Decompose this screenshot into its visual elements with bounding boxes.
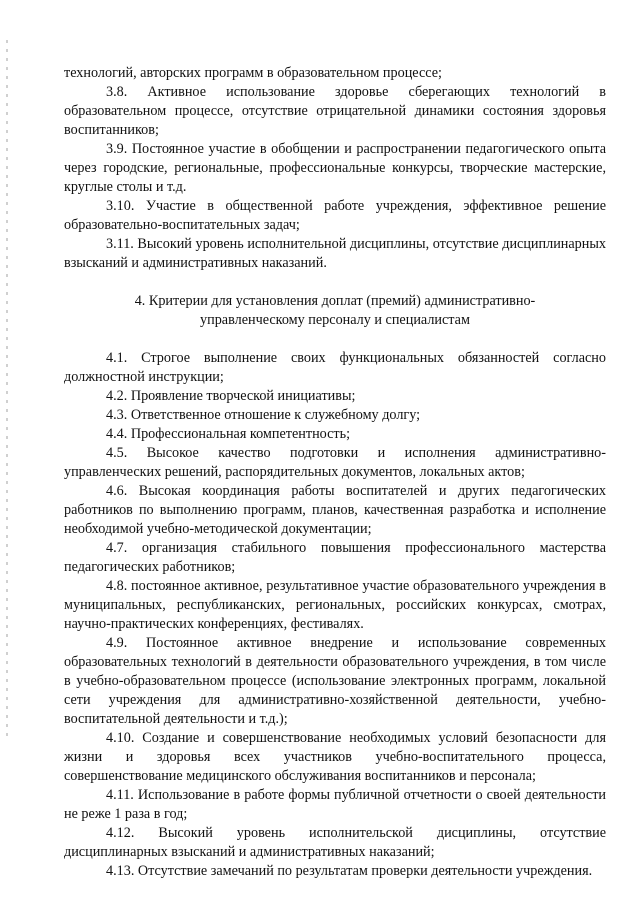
criterion-3-10: 3.10. Участие в общественной работе учреждения, эффективное решение образовательно-воспитательных задач; <box>64 198 606 233</box>
criterion-3-11: 3.11. Высокий уровень исполнительной дисциплины, отсутствие дисциплинарных взысканий и административных наказаний. <box>64 236 606 271</box>
criterion-4-13: 4.13. Отсутствие замечаний по результатам проверки деятельности учреждения. <box>106 863 593 879</box>
criterion-4-1: 4.1. Строгое выполнение своих функциональных обязанностей согласно должностной инструкции; <box>64 350 606 385</box>
criterion-4-3: 4.3. Ответственное отношение к служебному долгу; <box>106 407 421 423</box>
criterion-4-5: 4.5. Высокое качество подготовки и исполнения административно-управленческих решений, распорядительных документов, локальных актов; <box>64 445 606 480</box>
criterion-4-2: 4.2. Проявление творческой инициативы; <box>106 388 356 404</box>
section-4-title: 4. Критерии для установления доплат (премий) административно-управленческому персоналу и специалистам <box>134 293 536 328</box>
criterion-3-9: 3.9. Постоянное участие в обобщении и распространении педагогического опыта через городские, региональные, профессиональные конкурсы, творческие мастерские, круглые столы и т.д. <box>64 141 606 195</box>
criterion-4-6: 4.6. Высокая координация работы воспитателей и других педагогических работников по выполнению программ, планов, качественная разработка и исполнение необходимой учебно-методической документации; <box>64 483 606 537</box>
continuation-paragraph: технологий, авторских программ в образовательном процессе; <box>64 65 442 81</box>
criterion-3-8: 3.8. Активное использование здоровье сберегающих технологий в образовательном процессе, отсутствие отрицательной динамики состояния здоровья воспитанников; <box>64 84 606 138</box>
criterion-4-10: 4.10. Создание и совершенствование необходимых условий безопасности для жизни и здоровья всех участников учебно-воспитательного процесса, совершенствование медицинского обслуживания воспитанников и персонала; <box>64 730 606 784</box>
criterion-4-7: 4.7. организация стабильного повышения профессионального мастерства педагогических работников; <box>64 540 606 575</box>
criterion-4-11: 4.11. Использование в работе формы публичной отчетности о своей деятельности не реже 1 раза в год; <box>64 787 606 822</box>
criterion-4-8: 4.8. постоянное активное, результативное участие образовательного учреждения в муниципальных, республиканских, региональных, российских конкурсах, смотрах, научно-практических конференциях, фестивалях. <box>64 578 606 632</box>
criterion-4-12: 4.12. Высокий уровень исполнительской дисциплины, отсутствие дисциплинарных взысканий и административных наказаний; <box>64 825 606 860</box>
criterion-4-4: 4.4. Профессиональная компетентность; <box>106 426 351 442</box>
document-body <box>64 64 606 881</box>
scan-margin-marks <box>6 40 8 740</box>
criterion-4-9: 4.9. Постоянное активное внедрение и использование современных образовательных технологий в деятельности образовательного учреждения, в том числе в учебно-образовательном процессе (использование электронных программ, локальной сети учреждения для административно-хозяйственной деятельности, учебно-воспитательной деятельности и т.д.); <box>64 635 606 727</box>
